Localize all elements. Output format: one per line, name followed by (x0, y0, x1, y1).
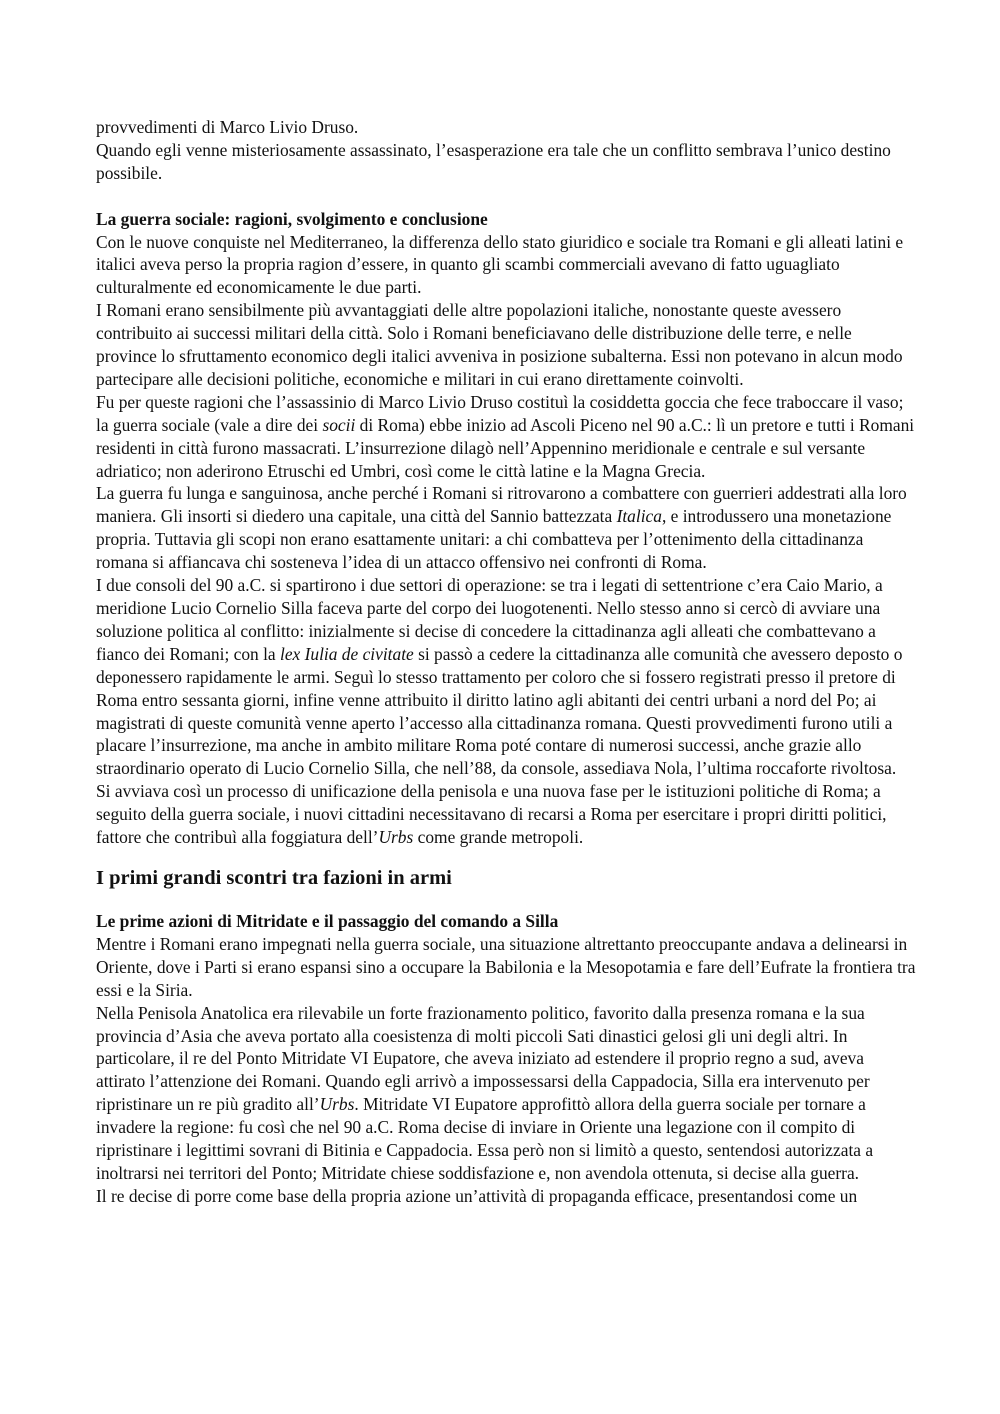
paragraph: I due consoli del 90 a.C. si spartirono i due settori di operazione: se tra i legati di settentrione c’era Caio Mario, a meridione Lucio Cornelio Silla faceva parte del corpo dei luogotenenti. Nello stesso anno si cercò di avviare una soluzione politica al conflitto: inizialmente si decise di concedere la cittadinanza agli alleati che combattevano a fianco dei Romani; con la lex Iulia de civitate si passò a cedere la cittadinanza alle comunità che avessero deposto o deponessero rapidamente le armi. Seguì lo stesso trattamento per coloro che si fossero registrati presso il pretore di Roma entro sessanta giorni, infine venne attribuito il diritto latino agli abitanti dei centri urbani a nord del Po; ai magistrati di queste comunità venne aperto l’accesso alla cittadinanza romana. Questi provvedimenti furono utili a placare l’insurrezione, ma anche in ambito militare Roma poté contare di numerosi successi, anche grazie allo straordinario operato di Lucio Cornelio Silla, che nell’88, da console, assediava Nola, l’ultima roccaforte rivoltosa. (96, 575, 903, 779)
chapter-heading: I primi grandi scontri tra fazioni in armi (96, 866, 452, 889)
document-page (96, 116, 916, 1208)
intro-paragraph-1: provvedimenti di Marco Livio Druso. (96, 117, 359, 137)
paragraph: La guerra fu lunga e sanguinosa, anche perché i Romani si ritrovarono a combattere con guerrieri addestrati alla loro maniera. Gli insorti si diedero una capitale, una città del Sannio battezzata Italica, e introdussero una monetazione propria. Tuttavia gli scopi non erano esattamente unitari: a chi combatteva per l’ottenimento della cittadinanza romana si affiancava chi sosteneva l’idea di un attacco offensivo nei confronti di Roma. (96, 483, 907, 573)
spacer (96, 185, 916, 208)
paragraph: Fu per queste ragioni che l’assassinio di Marco Livio Druso costituì la cosiddetta goccia che fece traboccare il vaso; la guerra sociale (vale a dire dei socii di Roma) ebbe inizio ad Ascoli Piceno nel 90 a.C.: lì un pretore e tutti i Romani residenti in città furono massacrati. L’insurrezione dilagò nell’Appennino meridionale e centrale e sul versante adriatico; non aderirono Etruschi ed Umbri, così come le città latine e la Magna Grecia. (96, 391, 915, 481)
intro-paragraph-2: Quando egli venne misteriosamente assassinato, l’esasperazione era tale che un conflitto sembrava l’unico destino possibile. (96, 139, 891, 183)
paragraph: Il re decise di porre come base della propria azione un’attività di propaganda efficace, presentandosi come un (96, 1185, 858, 1206)
italic-term: socii (322, 414, 356, 435)
italic-term: Urbs (319, 1094, 355, 1115)
section-heading-mitridate: Le prime azioni di Mitridate e il passaggio del comando a Silla (96, 910, 559, 931)
italic-term: lex Iulia de civitate (280, 643, 414, 664)
paragraph: Mentre i Romani erano impegnati nella guerra sociale, una situazione altrettanto preoccupante andava a delinearsi in Oriente, dove i Parti si erano espansi sino a occupare la Babilonia e la Mesopotamia e fare dell’Eufrate la frontiera tra essi e la Siria. (96, 933, 916, 1000)
spacer (96, 891, 916, 910)
paragraph: Nella Penisola Anatolica era rilevabile un forte frazionamento politico, favorito dalla presenza romana e la sua provincia d’Asia che aveva portato alla coesistenza di molti piccoli Sati dinastici gelosi gli uni degli altri. In particolare, il re del Ponto Mitridate VI Eupatore, che aveva iniziato ad estendere il proprio regno a sud, aveva attirato l’attenzione dei Romani. Quando egli arrivò a impossessarsi della Cappadocia, Silla era intervenuto per ripristinare un re più gradito all’Urbs. Mitridate VI Eupatore approfittò allora della guerra sociale per tornare a invadere la regione: fu così che nel 90 a.C. Roma decise di inviare in Oriente una legazione con il compito di ripristinare i legittimi sovrani di Bitinia e Cappadocia. Essa però non si limitò a questo, sentendosi autorizzata a inoltrarsi nei territori del Ponto; Mitridate chiese soddisfazione e, non avendola ottenuta, si decise alla guerra. (96, 1002, 874, 1183)
paragraph: Con le nuove conquiste nel Mediterraneo, la differenza dello stato giuridico e sociale tra Romani e gli alleati latini e italici aveva perso la propria ragion d’essere, in quanto gli scambi commerciali avevano di fatto uguagliato culturalmente ed economicamente le due parti. (96, 231, 904, 298)
paragraph: Si avviava così un processo di unificazione della penisola e una nuova fase per le istituzioni politiche di Roma; a seguito della guerra sociale, i nuovi cittadini necessitavano di recarsi a Roma per esercitare i propri diritti politici, fattore che contribuì alla foggiatura dell’Urbs come grande metropoli. (96, 781, 887, 848)
paragraph: I Romani erano sensibilmente più avvantaggiati delle altre popolazioni italiche, nonostante queste avessero contribuito ai successi militari della città. Solo i Romani beneficiavano delle distribuzione delle terre, e nelle province lo sfruttamento economico degli italici avveniva in posizione subalterna. Essi non potevano in alcun modo partecipare alle decisioni politiche, economiche e militari in cui erano direttamente coinvolti. (96, 300, 903, 389)
italic-term: Italica (616, 506, 662, 527)
section-heading-guerra-sociale: La guerra sociale: ragioni, svolgimento e conclusione (96, 208, 488, 229)
italic-term: Urbs (378, 827, 414, 848)
